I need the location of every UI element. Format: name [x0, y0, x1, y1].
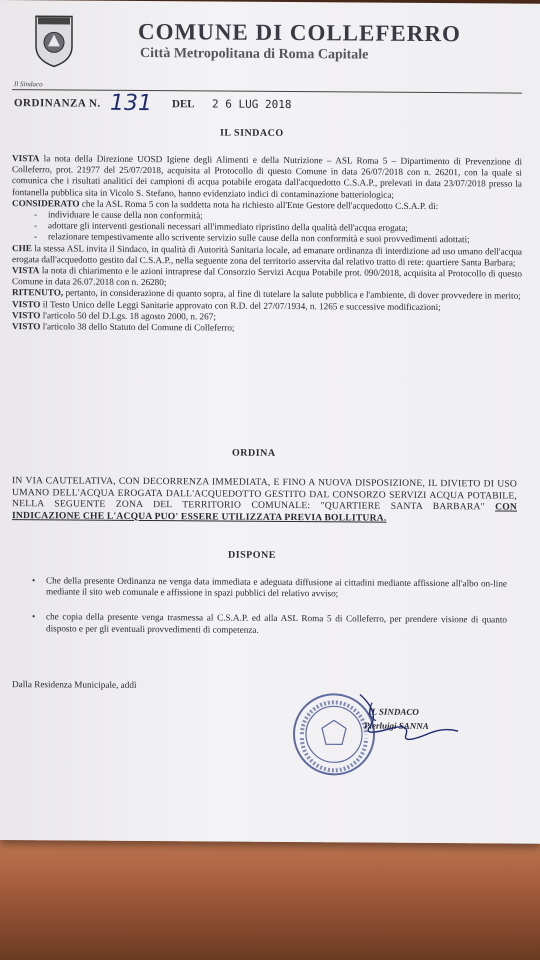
- premise-paragraph: VISTO il Testo Unico delle Leggi Sanitarie approvato con R.D. del 27/07/1934, n. 1265 e successive modificazioni;: [12, 298, 441, 312]
- premise-paragraph: VISTO l'articolo 50 del D.Lgs. 18 agosto 2000, n. 267;: [12, 309, 216, 322]
- list-item: - individuare le cause della non conformità;: [12, 209, 522, 224]
- ordina-heading: ORDINA: [232, 447, 276, 459]
- premise-paragraph: VISTO l'articolo 38 dello Statuto del Comune di Colleferro;: [12, 321, 235, 333]
- ordinance-label: ORDINANZA N.: [14, 97, 101, 110]
- dispone-heading: DISPONE: [228, 549, 276, 561]
- dispone-list: [12, 575, 507, 651]
- municipal-crest-icon: [34, 12, 74, 68]
- ordinance-date-stamp: 2 6 LUG 2018: [212, 97, 292, 112]
- boiling-instruction: CON INDICAZIONE CHE L'ACQUA PUO' ESSERE UTILIZZATA PREVIA BOLLITURA.: [12, 501, 517, 524]
- municipality-subtitle: Città Metropolitana di Roma Capitale: [140, 45, 369, 63]
- wooden-table-background: [0, 830, 540, 960]
- asl-requests-list: [12, 209, 522, 246]
- list-item: • Che della presente Ordinanza ne venga data immediata e adeguata diffusione ai cittadini mediante affissione all'albo on-line mediante il sito web comunale e affissione in spazi pubblici del relativo avviso;: [12, 575, 507, 601]
- list-item: - relazionare tempestivamente allo scrivente servizio sulle cause della non conformità e suoi provvedimenti adottati;: [12, 232, 522, 247]
- premise-paragraph: CONSIDERATO che la ASL Roma 5 con la suddetta nota ha richiesto all'Ente Gestore dell'acquedotto C.S.A.P. di:: [12, 197, 439, 211]
- list-item: • che copia della presente venga trasmessa al C.S.A.P. ed alla ASL Roma 5 di Colleferro, per prendere visione di quanto disposto e per gli eventuali provvedimenti di competenza.: [12, 611, 507, 637]
- ordinance-number: 131: [110, 90, 152, 117]
- premise-paragraph: VISTA la nota di chiarimento e le azioni intraprese dal Consorzio Servizi Acqua Potabile prot. 090/2018, acquisita al Protocollo di questo Comune in data 26.07.2018 con n. 26280;: [12, 265, 522, 288]
- ordina-text: IN VIA CAUTELATIVA, CON DECORRENZA IMMEDIATA, E FINO A NUOVA DISPOSIZIONE, IL DIVIETO DI USO UMANO DELL'ACQUA EROGATA DALL'ACQUEDOTTO GESTITO DAL CONSORZO SERVIZI ACQUA POTABILE, NELLA SEGUENTE ZONA DEL TERRITORIO COMUNALE: "QUARTIERE SANTA BARBARA" CON INDICAZIONE CHE L'ACQUA PUO' ESSERE UTILIZZATA PREVIA BOLLITURA.: [12, 475, 517, 524]
- residence-line: Dalla Residenza Municipale, addì: [12, 679, 137, 690]
- signature-name: Pierluigi SANNA: [364, 720, 429, 731]
- premise-paragraph: RITENUTO, pertanto, in considerazione di quanto sopra, al fine di tutelare la salute pubblica e l'ambiente, di dover provvedere in merito;: [12, 287, 521, 302]
- list-item: - adottare gli interventi gestionali necessari all'immediato ripristino della qualità dell'acqua erogata;: [12, 220, 522, 235]
- office-label: Il Sindaco: [14, 80, 43, 89]
- premise-paragraph: VISTA la nota della Direzione UOSD Igiene degli Alimenti e della Nutrizione – ASL Roma 5 – Dipartimento di Prevenzione di Colleferro, prot. 21977 del 25/07/2018, acquisita al Protocollo di questo Comune in data 26/07/2018 con n. 26201, con la quale si comunica che i risultati analitici dei campioni di acqua potabile erogata dall'acquedotto C.S.A.P., prelevati in data 23/07/2018 presso la fontanella pubblica sita in Vicolo S. Stefano, hanno evidenziato indici di contaminazione batteriologica;: [12, 153, 522, 200]
- municipality-title: COMUNE DI COLLEFERRO: [138, 18, 461, 47]
- signature-title: IL SINDACO: [368, 706, 419, 717]
- premises-section: [12, 153, 522, 336]
- header-divider: [12, 89, 522, 94]
- handwritten-signature-icon: [310, 692, 460, 753]
- premise-paragraph: CHE la stessa ASL invita il Sindaco, in qualità di Autorità Sanitaria locale, ad emanare ordinanza di interdizione ad uso umano dell'acqua erogata dall'acquedotto gestito dal C.S.A.P., nella seguente zona del territorio asservita dal relativo tratto di rete: quartiere Santa Barbara;: [12, 242, 522, 268]
- authority-heading: IL SINDACO: [220, 127, 284, 139]
- ordinance-date-label: DEL: [172, 98, 195, 111]
